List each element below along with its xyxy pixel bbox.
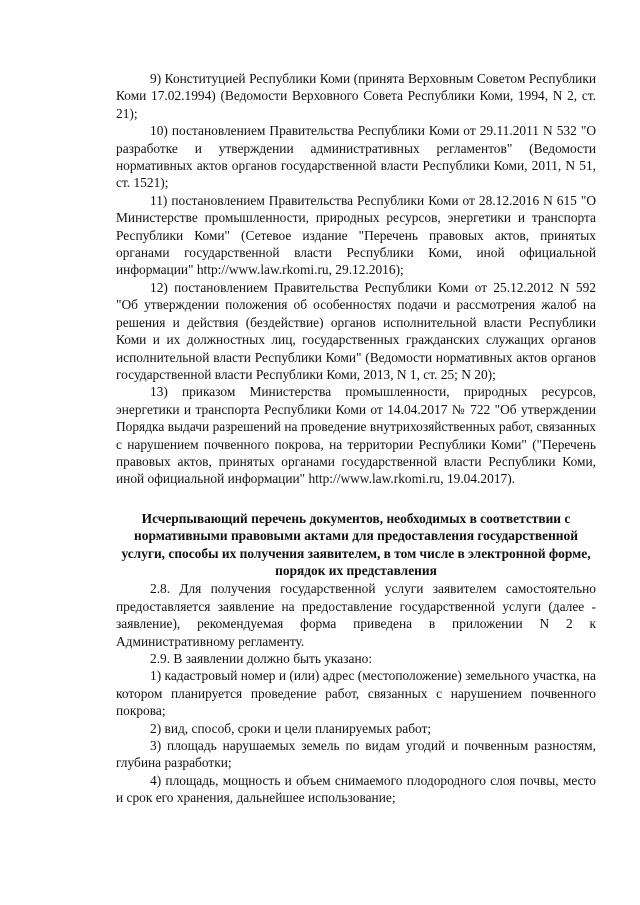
list-item-12: 12) постановлением Правительства Республики Коми от 25.12.2012 N 592 "Об утверждении положения об особенностях подачи и рассмотрения жалоб на решения и действия (бездействие) органов исполнительной власти Республики Коми и их должностных лиц, государственных гражданских служащих органов исполнительной власти Республики Коми" (Ведомости нормативных актов органов государственной власти Республики Коми, 2013, N 1, ст. 25; N 20);: [116, 279, 596, 382]
requirement-item-1: 1) кадастровый номер и (или) адрес (местоположение) земельного участка, на котором планируется проведение работ, связанных с нарушением почвенного покрова;: [116, 668, 596, 719]
requirement-item-3: 3) площадь нарушаемых земель по видам угодий и почвенным разностям, глубина разработки;: [116, 738, 596, 771]
list-item-13: 13) приказом Министерства промышленности, природных ресурсов, энергетики и транспорта Республики Коми от 14.04.2017 № 722 "Об утверждении Порядка выдачи разрешений на проведение внутрихозяйственных работ, связанных с нарушением почвенного покрова, на территории Республики Коми" ("Перечень правовых актов, принятых органами государственной власти Республики Коми, иной официальной информации" http://www.law.rkomi.ru, 19.04.2017).: [116, 384, 596, 487]
document-page: [116, 70, 596, 807]
section-heading: Исчерпывающий перечень документов, необходимых в соответствии с нормативными правовыми актами для предоставления государственной услуги, способы их получения заявителем, в том числе в электронной форме, порядок их представления: [121, 510, 591, 578]
list-item-11: 11) постановлением Правительства Республики Коми от 28.12.2016 N 615 "О Министерстве промышленности, природных ресурсов, энергетики и транспорта Республики Коми" (Сетевое издание "Перечень правовых актов, принятых органами государственной власти Республики Коми, иной официальной информации" http://www.law.rkomi.ru, 29.12.2016);: [116, 192, 596, 278]
requirement-item-2: 2) вид, способ, сроки и цели планируемых работ;: [150, 720, 432, 736]
paragraph-2-8: 2.8. Для получения государственной услуги заявителем самостоятельно предоставляется заявление на предоставление государственной услуги (далее - заявление), рекомендуемая форма приведена в приложении N 2 к Административному регламенту.: [116, 581, 596, 649]
requirement-item-4: 4) площадь, мощность и объем снимаемого плодородного слоя почвы, место и срок его хранения, дальнейшее использование;: [116, 772, 596, 806]
paragraph-2-9: 2.9. В заявлении должно быть указано:: [150, 651, 373, 666]
list-item-10: 10) постановлением Правительства Республики Коми от 29.11.2011 N 532 "О разработке и утверждении административных регламентов" (Ведомости нормативных актов органов государственной власти Республики Коми, 2011, N 51, ст. 1521);: [116, 123, 596, 191]
list-item-9: 9) Конституцией Республики Коми (принята Верховным Советом Республики Коми 17.02.1994) (Ведомости Верховного Совета Республики Коми, 1994, N 2, ст. 21);: [116, 71, 596, 121]
